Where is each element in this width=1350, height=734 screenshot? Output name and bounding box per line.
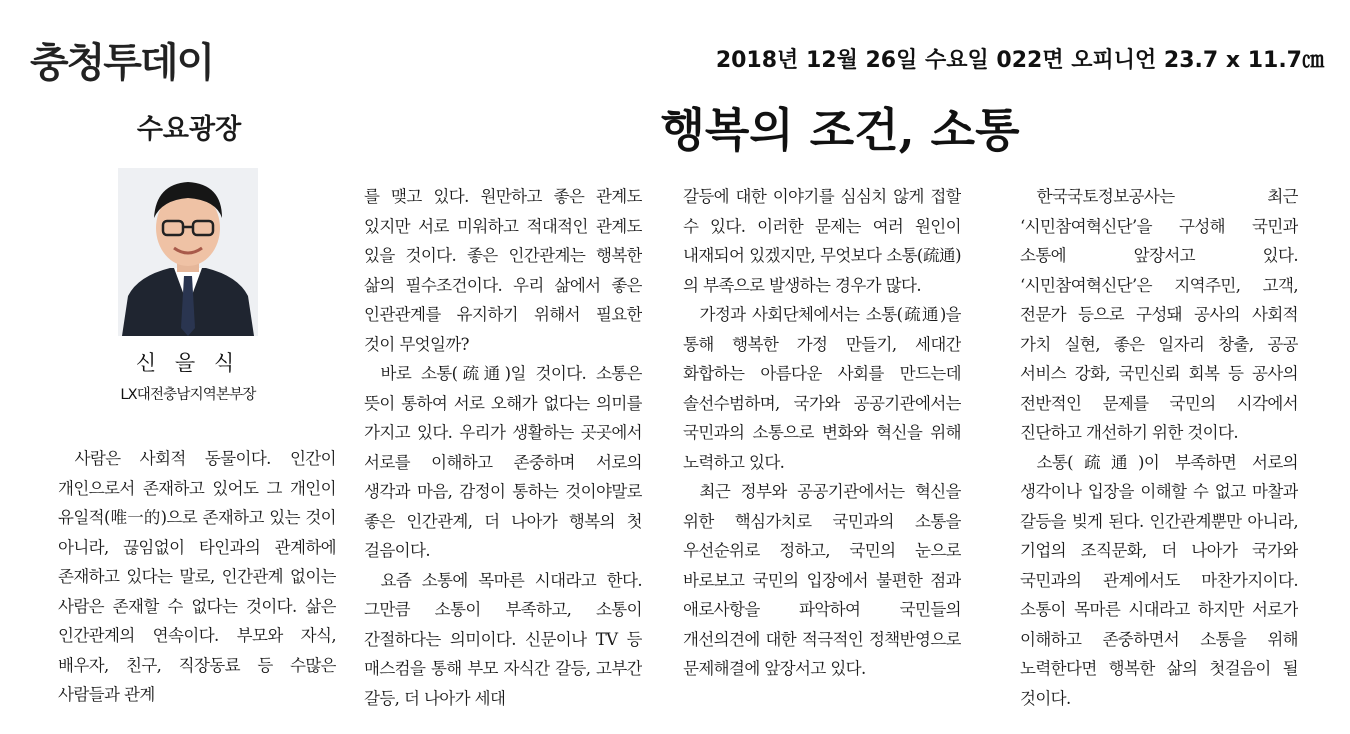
- paragraph: 가정과 사회단체에서는 소통(疏通)을 통해 행복한 가정 만들기, 세대간 화합하는 아름다운 사회를 만드는데 솔선수범하며, 국가와 공공기관에서는 국민과의 소통으로 변화와 혁신을 위해 노력하고 있다.: [683, 305, 961, 472]
- paragraph: 바로 소통(疏通)일 것이다. 소통은 뜻이 통하여 서로 오해가 없다는 의미를 가지고 있다. 우리가 생활하는 곳곳에서 서로를 이해하고 존중하며 서로의 생각과 마음, 감정이 통하는 것이야말로 좋은 인간관계, 더 나아가 행복의 첫 걸음이다.: [364, 364, 642, 560]
- paragraph: 를 맺고 있다. 원만하고 좋은 관계도 있지만 서로 미워하고 적대적인 관계도 있을 것이다. 좋은 인간관계는 행복한 삶의 필수조건이다. 우리 삶에서 좋은 인관관계를 유지하기 위해서 필요한 것이 무엇일까?: [364, 187, 642, 354]
- paragraph: 소통(疏通)이 부족하면 서로의 생각이나 입장을 이해할 수 없고 마찰과 갈등을 빚게 된다. 인간관계뿐만 아니라, 기업의 조직문화, 더 나아가 국가와 국민과의 관계에서도 마찬가지이다. 소통이 목마른 시대라고 하지만 서로가 이해하고 존중하면서 소통을 위해 노력한다면 행복한 삶의 첫걸음이 될 것이다.: [1020, 452, 1298, 708]
- author-title: LX대전충남지역본부장: [120, 387, 256, 403]
- author-name: 신 을 식: [135, 351, 241, 375]
- article-column-1: [58, 444, 336, 714]
- publication-info: 2018년 12월 26일 수요일 022면 오피니언 23.7 x 11.7㎝: [715, 48, 1324, 73]
- paragraph: 갈등에 대한 이야기를 심심치 않게 접할 수 있다. 이러한 문제는 여러 원인이 내재되어 있겠지만, 무엇보다 소통(疏通)의 부족으로 발생하는 경우가 많다.: [683, 187, 961, 295]
- paragraph: 한국국토정보공사는 최근 ‘시민참여혁신단’을 구성해 국민과 소통에 앞장서고 있다. ‘시민참여혁신단’은 지역주민, 고객, 전문가 등으로 구성돼 공사의 사회적 가치 실현, 좋은 일자리 창출, 공공 서비스 강화, 국민신뢰 회복 등 공사의 전반적인 문제를 국민의 시각에서 진단하고 개선하기 위한 것이다.: [1020, 187, 1298, 442]
- author-portrait: [118, 168, 258, 336]
- portrait-icon: [118, 168, 258, 336]
- newspaper-logo: 충청투데이: [30, 40, 214, 86]
- paragraph: 사람은 사회적 동물이다. 인간이 개인으로서 존재하고 있어도 그 개인이 유일적(唯一的)으로 존재하고 있는 것이 아니라, 끊임없이 타인과의 관계하에 존재하고 있다는 말로, 인간관계 없이는 사람은 존재할 수 없다는 것이다. 삶은 인간관계의 연속이다. 부모와 자식, 배우자, 친구, 직장동료 등 수많은 사람들과 관계: [58, 449, 336, 704]
- article-headline: 행복의 조건, 소통: [660, 103, 1020, 157]
- paragraph: 최근 정부와 공공기관에서는 혁신을 위한 핵심가치로 국민과의 소통을 우선순위로 정하고, 국민의 눈으로 바로보고 국민의 입장에서 불편한 점과 애로사항을 파악하여 국민들의 개선의견에 대한 적극적인 정책반영으로 문제해결에 앞장서고 있다.: [683, 482, 961, 678]
- paragraph: 요즘 소통에 목마른 시대라고 한다. 그만큼 소통이 부족하고, 소통이 간절하다는 의미이다. 신문이나 TV 등 매스컴을 통해 부모 자식간 갈등, 고부간 갈등, 더 나아가 세대: [364, 570, 642, 708]
- article-column-4: [1020, 182, 1298, 710]
- section-label: 수요광장: [136, 114, 242, 145]
- article-column-2: [364, 182, 642, 710]
- article-column-3: [683, 182, 961, 710]
